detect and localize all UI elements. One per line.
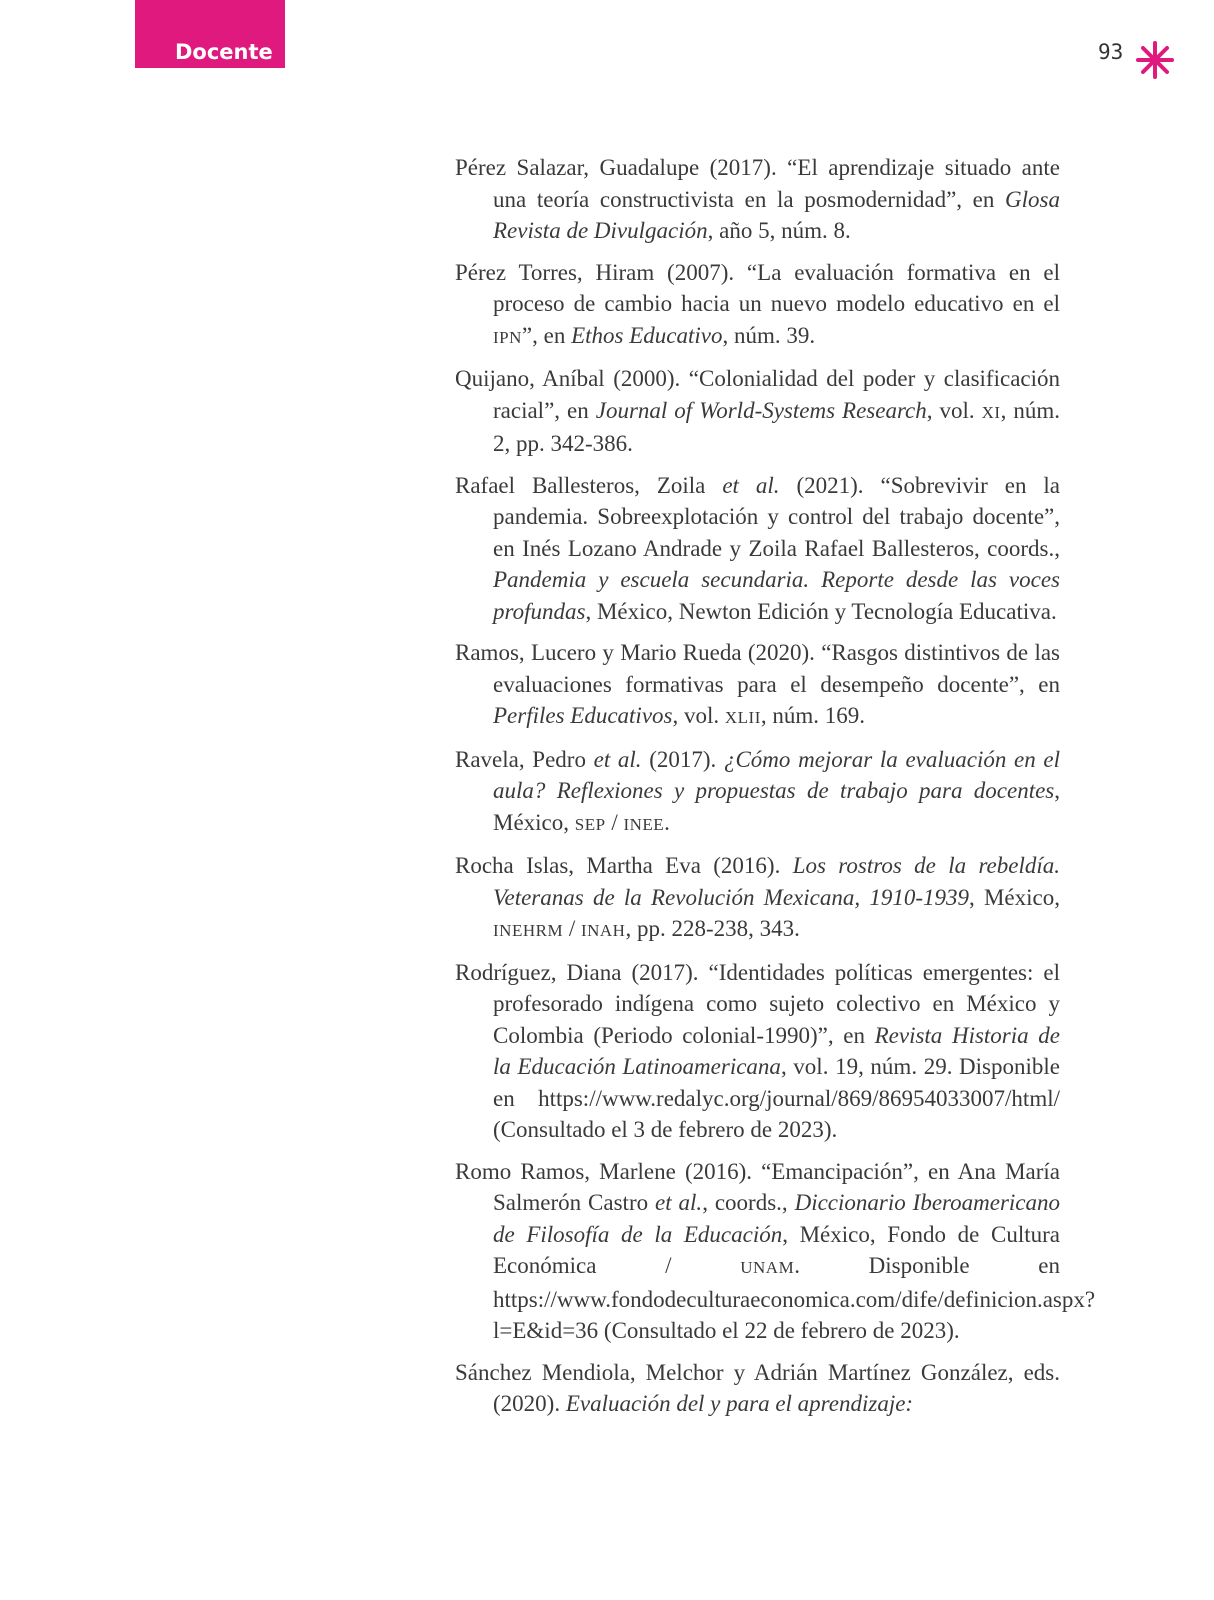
reference-text: , México, Fondo de Cultura Económica / bbox=[493, 1221, 1060, 1278]
reference-text: . Disponible en https://www.fondodeculturaeconomica.com/dife/definicion.aspx?l=E&id=36 (Consultado el 22 de febrero de 2023). bbox=[493, 1253, 1096, 1343]
reference-text: , coords., bbox=[702, 1190, 795, 1215]
reference-text: , año 5, núm. 8. bbox=[707, 218, 851, 243]
reference-text: UNAM bbox=[740, 1258, 795, 1277]
reference-text: Diccionario Iberoamericano de Filosofía de la Educación bbox=[493, 1190, 1060, 1247]
reference-text: IPN bbox=[493, 327, 522, 347]
reference-text: Rafael Ballesteros, Zoila bbox=[455, 472, 723, 498]
reference-text: ¿Cómo mejorar la evaluación en el aula? Reflexiones y propuestas de trabajo para docentes bbox=[493, 746, 1060, 803]
reference-entry bbox=[455, 152, 1060, 247]
reference-entry bbox=[455, 744, 1060, 841]
reference-text: INAH bbox=[580, 921, 626, 940]
asterisk-icon bbox=[1135, 40, 1175, 80]
section-label: Docente bbox=[175, 40, 273, 64]
reference-text: XI bbox=[981, 402, 1001, 422]
reference-entry bbox=[455, 957, 1060, 1146]
reference-text: SEP bbox=[574, 814, 606, 834]
reference-list bbox=[455, 152, 1096, 1430]
reference-text: (2021). “Sobrevivir en la pandemia. Sobreexplotación y control del trabajo docente”, en Inés Lozano Andrade y Zoila Rafael Ballesteros, coords., bbox=[493, 472, 1060, 561]
reference-text: Pérez Torres, Hiram (2007). “La evaluación formativa en el proceso de cambio hacia un nuevo modelo educativo en el bbox=[455, 259, 1060, 316]
reference-text: , vol. bbox=[672, 703, 725, 728]
reference-text: XLII bbox=[724, 708, 761, 727]
reference-text: Revista Historia de la Educación Latinoamericana bbox=[493, 1022, 1060, 1079]
reference-text: / bbox=[605, 809, 624, 835]
reference-text: , núm. 169. bbox=[760, 703, 866, 728]
reference-text: Sánchez Mendiola, Melchor y Adrián Martínez González, eds. (2020). bbox=[455, 1359, 1060, 1416]
reference-entry bbox=[455, 637, 1060, 734]
reference-entry bbox=[455, 1156, 1096, 1347]
reference-text: , vol. 19, núm. 29. Disponible en https://www.redalyc.org/journal/869/86954033007/html/ (Consultado el 3 de febrero de 2023). bbox=[493, 1054, 1060, 1142]
reference-text: Rocha Islas, Martha Eva (2016). bbox=[455, 853, 793, 878]
reference-text: Evaluación del y para el aprendizaje: bbox=[565, 1391, 914, 1416]
reference-text: , núm. 2, pp. 342-386. bbox=[493, 397, 1060, 456]
reference-text: Romo Ramos, Marlene (2016). “Emancipación”, en Ana María Salmerón Castro bbox=[455, 1158, 1060, 1215]
reference-text: ”, en bbox=[521, 322, 572, 348]
reference-text: Ravela, Pedro bbox=[455, 746, 594, 772]
reference-text: Quijano, Aníbal (2000). “Colonialidad del poder y clasificación racial”, en bbox=[455, 366, 1060, 423]
reference-text: . bbox=[664, 809, 670, 835]
reference-entry bbox=[455, 470, 1060, 628]
reference-text: / bbox=[563, 916, 581, 941]
reference-text: , México, bbox=[493, 778, 1060, 835]
reference-text: INEE bbox=[623, 814, 665, 834]
reference-text: Pérez Salazar, Guadalupe (2017). “El aprendizaje situado ante una teoría constructivista en la posmodernidad”, en bbox=[455, 155, 1060, 212]
reference-text: Ramos, Lucero y Mario Rueda (2020). “Rasgos distintivos de las evaluaciones formativas para el desempeño docente”, en bbox=[455, 640, 1060, 697]
page-number: 93 bbox=[1098, 40, 1124, 64]
reference-text: , pp. 228-238, 343. bbox=[625, 916, 800, 941]
reference-entry bbox=[455, 257, 1060, 354]
reference-text: , vol. bbox=[926, 397, 982, 423]
reference-text: Pandemia y escuela secundaria. Reporte desde las voces profundas bbox=[493, 567, 1060, 624]
reference-text: INEHRM bbox=[493, 921, 564, 940]
reference-text: , México, Newton Edición y Tecnología Educativa. bbox=[585, 598, 1057, 624]
reference-text: Los rostros de la rebeldía. Veteranas de la Revolución Mexicana, 1910-1939 bbox=[493, 853, 1060, 910]
section-tab bbox=[135, 0, 285, 68]
reference-text: (2017). bbox=[641, 746, 724, 772]
reference-text: Journal of World-Systems Research bbox=[595, 397, 927, 423]
reference-text: et al. bbox=[655, 1190, 703, 1215]
reference-text: et al. bbox=[593, 746, 642, 772]
reference-text: Rodríguez, Diana (2017). “Identidades políticas emergentes: el profesorado indígena como sujeto colectivo en México y Colombia (Periodo colonial-1990)”, en bbox=[455, 959, 1060, 1048]
reference-text: et al. bbox=[722, 472, 780, 498]
reference-text: Glosa Revista de Divulgación bbox=[493, 186, 1060, 243]
reference-text: , México, bbox=[969, 884, 1060, 910]
reference-text: Ethos Educativo bbox=[571, 322, 723, 348]
reference-entry bbox=[455, 363, 1060, 460]
reference-text: , núm. 39. bbox=[722, 322, 816, 348]
reference-entry bbox=[455, 1357, 1060, 1420]
reference-text: Perfiles Educativos bbox=[493, 703, 673, 728]
reference-entry bbox=[455, 850, 1060, 947]
